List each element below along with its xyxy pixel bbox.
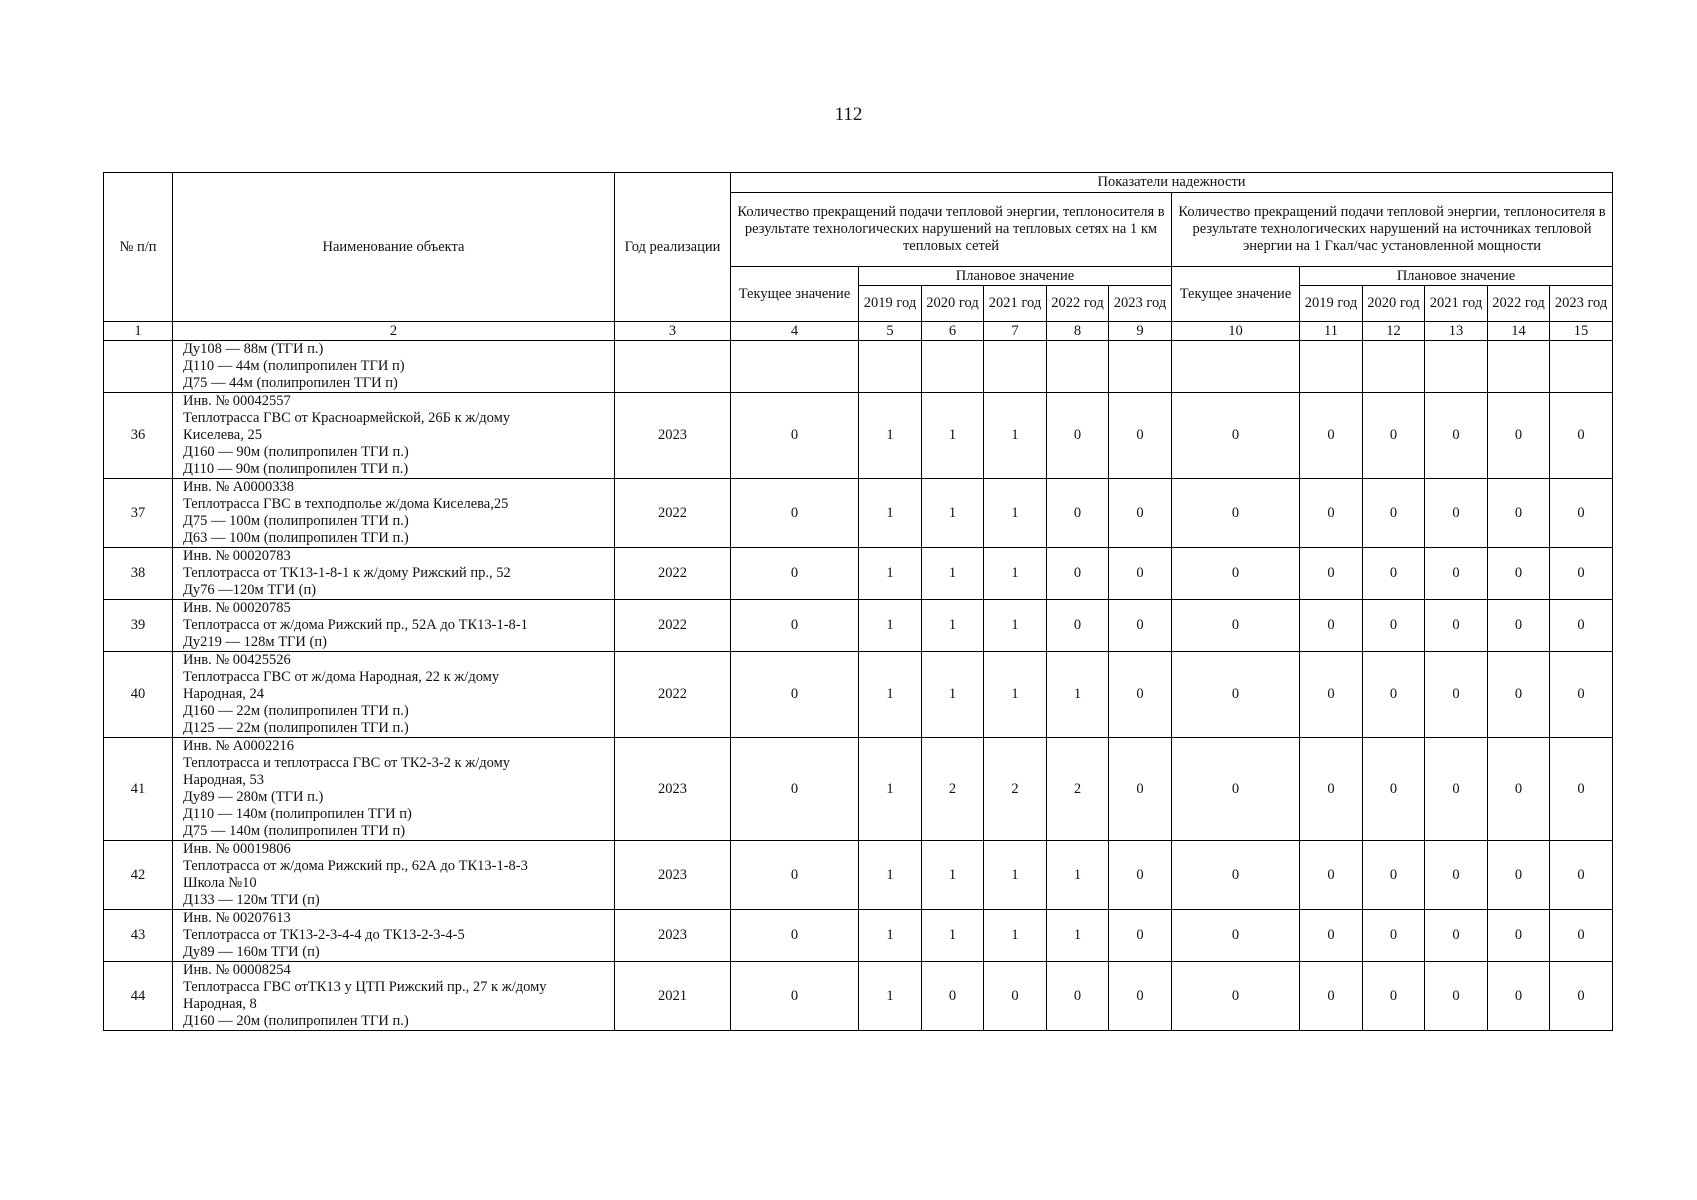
object-name-line: Народная, 8 — [183, 996, 257, 1012]
object-name-line: Инв. № 00020785 — [183, 600, 291, 616]
object-name — [173, 393, 615, 479]
value-cell: 0 — [1300, 600, 1363, 652]
value-cell: 1 — [1047, 652, 1109, 738]
page-number: 112 — [834, 104, 863, 125]
value-cell: 0 — [1172, 393, 1300, 479]
object-name-line: Д133 — 120м ТГИ (п) — [183, 892, 320, 908]
value-cell: 0 — [1425, 393, 1488, 479]
value-cell: 0 — [1488, 738, 1550, 841]
object-name — [173, 341, 615, 393]
value-cell: 0 — [731, 548, 859, 600]
object-name-line: Теплотрасса от ТК13-1-8-1 к ж/дому Рижский пр., 52 — [183, 565, 511, 581]
object-name-line: Д110 — 44м (полипропилен ТГИ п) — [183, 358, 405, 374]
value-cell: 0 — [731, 910, 859, 962]
value-cell: 1 — [859, 841, 922, 910]
row-number: 43 — [104, 910, 173, 962]
table-row — [104, 341, 1613, 393]
value-cell: 0 — [1109, 738, 1172, 841]
value-cell — [731, 341, 859, 393]
implementation-year: 2023 — [615, 910, 731, 962]
value-cell — [1550, 341, 1613, 393]
object-name-line: Д160 — 22м (полипропилен ТГИ п.) — [183, 703, 409, 719]
value-cell: 0 — [1425, 652, 1488, 738]
value-cell: 1 — [859, 393, 922, 479]
object-name-line: Д160 — 20м (полипропилен ТГИ п.) — [183, 1013, 409, 1029]
object-name-line: Ду76 —120м ТГИ (п) — [183, 582, 317, 598]
object-name — [173, 548, 615, 600]
value-cell: 0 — [1363, 600, 1425, 652]
value-cell: 1 — [859, 738, 922, 841]
object-name-line: Д110 — 140м (полипропилен ТГИ п) — [183, 806, 412, 822]
value-cell: 0 — [1172, 548, 1300, 600]
value-cell — [1488, 341, 1550, 393]
value-cell: 1 — [984, 393, 1047, 479]
object-name-line: Народная, 53 — [183, 772, 264, 788]
value-cell: 1 — [922, 479, 984, 548]
value-cell: 0 — [1172, 738, 1300, 841]
value-cell: 0 — [1550, 652, 1613, 738]
implementation-year — [615, 341, 731, 393]
value-cell — [984, 341, 1047, 393]
value-cell: 2 — [1047, 738, 1109, 841]
object-name-line: Теплотрасса от ж/дома Рижский пр., 52А до ТК13-1-8-1 — [183, 617, 528, 633]
value-cell: 0 — [731, 738, 859, 841]
column-number: 3 — [615, 322, 731, 341]
object-name-line: Инв. № 00020783 — [183, 548, 291, 564]
value-cell: 1 — [1047, 841, 1109, 910]
value-cell: 0 — [1550, 479, 1613, 548]
table-row — [104, 910, 1613, 962]
row-number: 36 — [104, 393, 173, 479]
value-cell — [1109, 341, 1172, 393]
object-name-line: Д125 — 22м (полипропилен ТГИ п.) — [183, 720, 409, 736]
value-cell: 0 — [1363, 479, 1425, 548]
value-cell: 0 — [1172, 910, 1300, 962]
implementation-year: 2022 — [615, 548, 731, 600]
value-cell: 1 — [922, 910, 984, 962]
value-cell: 0 — [1488, 652, 1550, 738]
value-cell: 0 — [1363, 738, 1425, 841]
value-cell: 1 — [859, 600, 922, 652]
header-planned-2: Плановое значение — [1300, 267, 1613, 286]
object-name-line: Ду89 — 160м ТГИ (п) — [183, 944, 320, 960]
column-number: 11 — [1300, 322, 1363, 341]
value-cell: 0 — [922, 962, 984, 1031]
value-cell: 0 — [1363, 393, 1425, 479]
header-year-1-3: 2021 год — [984, 286, 1047, 322]
value-cell: 0 — [1550, 393, 1613, 479]
value-cell — [1300, 341, 1363, 393]
value-cell: 0 — [1047, 479, 1109, 548]
value-cell: 0 — [1488, 841, 1550, 910]
column-number: 6 — [922, 322, 984, 341]
value-cell: 0 — [731, 962, 859, 1031]
object-name-line: Д63 — 100м (полипропилен ТГИ п.) — [183, 530, 409, 546]
column-number: 7 — [984, 322, 1047, 341]
object-name-line: Инв. № 00207613 — [183, 910, 291, 926]
value-cell: 0 — [1488, 393, 1550, 479]
implementation-year: 2023 — [615, 841, 731, 910]
value-cell: 0 — [1300, 393, 1363, 479]
value-cell — [1047, 341, 1109, 393]
implementation-year: 2023 — [615, 393, 731, 479]
value-cell: 0 — [1363, 652, 1425, 738]
implementation-year: 2021 — [615, 962, 731, 1031]
object-name-line: Инв. № 00042557 — [183, 393, 291, 409]
object-name-line: Народная, 24 — [183, 686, 264, 702]
column-number: 15 — [1550, 322, 1613, 341]
value-cell: 1 — [922, 841, 984, 910]
object-name-line: Киселева, 25 — [183, 427, 262, 443]
value-cell: 0 — [1109, 910, 1172, 962]
row-number: 41 — [104, 738, 173, 841]
value-cell: 2 — [984, 738, 1047, 841]
header-year-1-5: 2023 год — [1109, 286, 1172, 322]
value-cell: 0 — [1425, 548, 1488, 600]
value-cell: 1 — [984, 652, 1047, 738]
value-cell: 1 — [984, 548, 1047, 600]
object-name — [173, 600, 615, 652]
object-name-line: Ду219 — 128м ТГИ (п) — [183, 634, 327, 650]
implementation-year: 2022 — [615, 600, 731, 652]
header-reliability: Показатели надежности — [731, 173, 1613, 193]
value-cell: 0 — [1488, 548, 1550, 600]
object-name — [173, 910, 615, 962]
row-number: 44 — [104, 962, 173, 1031]
implementation-year: 2022 — [615, 479, 731, 548]
value-cell: 0 — [1550, 841, 1613, 910]
value-cell: 0 — [731, 600, 859, 652]
value-cell: 0 — [1363, 841, 1425, 910]
header-year-2-2: 2020 год — [1363, 286, 1425, 322]
value-cell: 0 — [1109, 962, 1172, 1031]
value-cell: 0 — [731, 479, 859, 548]
value-cell: 0 — [1363, 548, 1425, 600]
value-cell: 0 — [1300, 738, 1363, 841]
value-cell: 0 — [1300, 479, 1363, 548]
value-cell: 0 — [1047, 548, 1109, 600]
object-name-line: Инв. № 00425526 — [183, 652, 291, 668]
value-cell: 0 — [1488, 910, 1550, 962]
value-cell: 1 — [922, 652, 984, 738]
object-name-line: Теплотрасса ГВС отТК13 у ЦТП Рижский пр., 27 к ж/дому — [183, 979, 547, 995]
value-cell: 0 — [1047, 600, 1109, 652]
row-number — [104, 341, 173, 393]
value-cell: 0 — [731, 652, 859, 738]
column-number: 9 — [1109, 322, 1172, 341]
row-number: 40 — [104, 652, 173, 738]
value-cell: 0 — [1300, 910, 1363, 962]
value-cell: 0 — [1425, 600, 1488, 652]
row-number: 42 — [104, 841, 173, 910]
value-cell: 0 — [1550, 962, 1613, 1031]
table-row — [104, 600, 1613, 652]
value-cell: 0 — [1109, 393, 1172, 479]
row-number: 38 — [104, 548, 173, 600]
value-cell: 1 — [859, 479, 922, 548]
table-row — [104, 393, 1613, 479]
object-name-line: Д110 — 90м (полипропилен ТГИ п.) — [183, 461, 409, 477]
table-row — [104, 841, 1613, 910]
value-cell: 1 — [984, 841, 1047, 910]
object-name — [173, 738, 615, 841]
object-name — [173, 652, 615, 738]
header-planned-1: Плановое значение — [859, 267, 1172, 286]
object-name-line: Инв. № 00008254 — [183, 962, 291, 978]
value-cell: 1 — [859, 652, 922, 738]
object-name-line: Д75 — 100м (полипропилен ТГИ п.) — [183, 513, 409, 529]
column-number: 2 — [173, 322, 615, 341]
row-number: 39 — [104, 600, 173, 652]
header-current-2: Текущее значение — [1172, 267, 1300, 322]
table-row — [104, 548, 1613, 600]
value-cell — [859, 341, 922, 393]
value-cell: 0 — [731, 393, 859, 479]
table-row — [104, 738, 1613, 841]
value-cell: 0 — [1488, 479, 1550, 548]
value-cell: 1 — [984, 600, 1047, 652]
value-cell — [1363, 341, 1425, 393]
value-cell: 0 — [1363, 962, 1425, 1031]
table-row — [104, 652, 1613, 738]
value-cell: 0 — [1300, 962, 1363, 1031]
object-name-line: Теплотрасса от ТК13-2-3-4-4 до ТК13-2-3-4-5 — [183, 927, 465, 943]
value-cell: 0 — [1425, 962, 1488, 1031]
value-cell: 0 — [1109, 652, 1172, 738]
implementation-year: 2023 — [615, 738, 731, 841]
value-cell: 0 — [1300, 652, 1363, 738]
value-cell: 1 — [859, 910, 922, 962]
value-cell: 0 — [1300, 548, 1363, 600]
value-cell: 0 — [1172, 652, 1300, 738]
value-cell — [1425, 341, 1488, 393]
column-number: 8 — [1047, 322, 1109, 341]
value-cell: 0 — [1109, 600, 1172, 652]
implementation-year: 2022 — [615, 652, 731, 738]
value-cell — [1172, 341, 1300, 393]
column-number: 5 — [859, 322, 922, 341]
object-name-line: Теплотрасса ГВС от Красноармейской, 26Б к ж/дому — [183, 410, 511, 426]
header-year-1-2: 2020 год — [922, 286, 984, 322]
object-name-line: Ду89 — 280м (ТГИ п.) — [183, 789, 324, 805]
table-row — [104, 962, 1613, 1031]
column-number: 4 — [731, 322, 859, 341]
value-cell: 1 — [859, 548, 922, 600]
header-year-2-3: 2021 год — [1425, 286, 1488, 322]
column-number: 13 — [1425, 322, 1488, 341]
value-cell: 0 — [1109, 548, 1172, 600]
value-cell: 0 — [1363, 910, 1425, 962]
object-name-line: Теплотрасса и теплотрасса ГВС от ТК2-3-2 к ж/дому — [183, 755, 511, 771]
value-cell: 0 — [1425, 738, 1488, 841]
object-name — [173, 479, 615, 548]
value-cell: 0 — [1172, 841, 1300, 910]
header-year: Год реализации — [615, 173, 731, 322]
header-year-2-1: 2019 год — [1300, 286, 1363, 322]
value-cell: 1 — [922, 393, 984, 479]
table-row — [104, 479, 1613, 548]
object-name-line: Инв. № А0000338 — [183, 479, 295, 495]
object-name-line: Д75 — 140м (полипропилен ТГИ п) — [183, 823, 406, 839]
object-name-line: Д75 — 44м (полипропилен ТГИ п) — [183, 375, 398, 391]
header-year-2-5: 2023 год — [1550, 286, 1613, 322]
object-name-line: Теплотрасса ГВС в техподполье ж/дома Киселева,25 — [183, 496, 509, 512]
value-cell: 0 — [1425, 910, 1488, 962]
header-current-1: Текущее значение — [731, 267, 859, 322]
value-cell: 0 — [1047, 393, 1109, 479]
object-name — [173, 962, 615, 1031]
value-cell: 0 — [1550, 600, 1613, 652]
column-number: 12 — [1363, 322, 1425, 341]
header-group-sources: Количество прекращений подачи тепловой энергии, теплоносителя в результате технологических нарушений на источниках тепловой энергии на 1 Гкал/час установленной мощности — [1172, 193, 1613, 267]
value-cell: 0 — [1488, 600, 1550, 652]
header-name: Наименование объекта — [173, 173, 615, 322]
value-cell: 2 — [922, 738, 984, 841]
value-cell — [922, 341, 984, 393]
object-name — [173, 841, 615, 910]
value-cell: 1 — [984, 910, 1047, 962]
value-cell: 0 — [1109, 841, 1172, 910]
value-cell: 0 — [1550, 910, 1613, 962]
value-cell: 0 — [1047, 962, 1109, 1031]
value-cell: 1 — [922, 548, 984, 600]
column-number: 14 — [1488, 322, 1550, 341]
value-cell: 0 — [984, 962, 1047, 1031]
value-cell: 1 — [1047, 910, 1109, 962]
value-cell: 0 — [1300, 841, 1363, 910]
header-year-1-4: 2022 год — [1047, 286, 1109, 322]
value-cell: 0 — [731, 841, 859, 910]
header-year-1-1: 2019 год — [859, 286, 922, 322]
object-name-line: Д160 — 90м (полипропилен ТГИ п.) — [183, 444, 409, 460]
value-cell: 0 — [1425, 841, 1488, 910]
value-cell: 1 — [984, 479, 1047, 548]
header-group-networks: Количество прекращений подачи тепловой энергии, теплоносителя в результате технологических нарушений на тепловых сетях на 1 км тепловых сетей — [731, 193, 1172, 267]
object-name-line: Инв. № 00019806 — [183, 841, 291, 857]
value-cell: 0 — [1172, 479, 1300, 548]
reliability-table — [103, 172, 1613, 1031]
value-cell: 1 — [922, 600, 984, 652]
object-name-line: Школа №10 — [183, 875, 257, 891]
object-name-line: Инв. № А0002216 — [183, 738, 295, 754]
header-num: № п/п — [104, 173, 173, 322]
object-name-line: Теплотрасса ГВС от ж/дома Народная, 22 к ж/дому — [183, 669, 500, 685]
header-year-2-4: 2022 год — [1488, 286, 1550, 322]
column-number: 10 — [1172, 322, 1300, 341]
row-number: 37 — [104, 479, 173, 548]
value-cell: 1 — [859, 962, 922, 1031]
value-cell: 0 — [1488, 962, 1550, 1031]
value-cell: 0 — [1550, 548, 1613, 600]
object-name-line: Ду108 — 88м (ТГИ п.) — [183, 341, 324, 357]
value-cell: 0 — [1550, 738, 1613, 841]
value-cell: 0 — [1109, 479, 1172, 548]
value-cell: 0 — [1172, 962, 1300, 1031]
value-cell: 0 — [1172, 600, 1300, 652]
object-name-line: Теплотрасса от ж/дома Рижский пр., 62А до ТК13-1-8-3 — [183, 858, 528, 874]
column-number: 1 — [104, 322, 173, 341]
value-cell: 0 — [1425, 479, 1488, 548]
